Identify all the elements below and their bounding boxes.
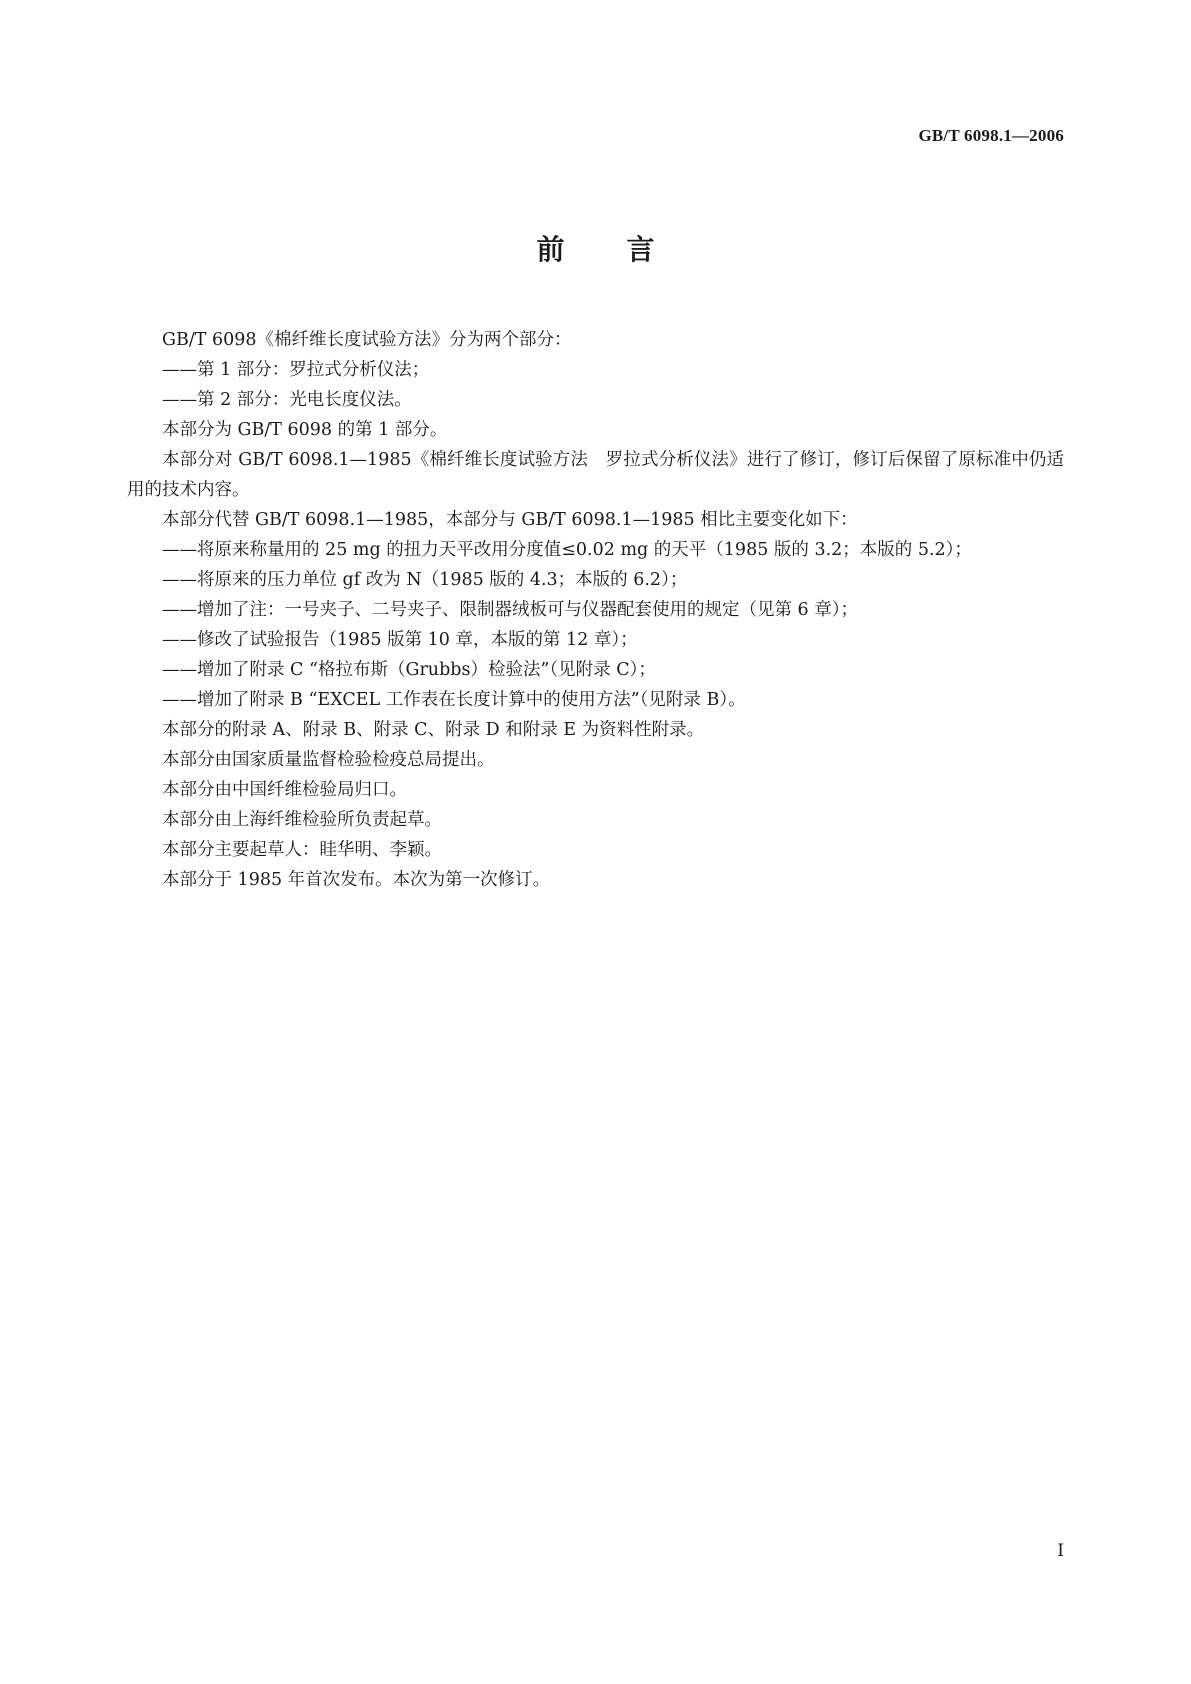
paragraph-intro: GB/T 6098《棉纤维长度试验方法》分为两个部分：	[162, 330, 572, 350]
list-item-part2: ——第 2 部分：光电长度仪法。	[162, 390, 412, 410]
paragraph-revision: 本部分对 GB/T 6098.1—1985《棉纤维长度试验方法 罗拉式分析仪法》进行了修订，修订后保留了原标准中仍适用的技术内容。	[127, 450, 1064, 500]
list-item-change-unit: ——将原来的压力单位 gf 改为 N（1985 版的 4.3；本版的 6.2）；	[162, 570, 688, 590]
list-item-change-annex-b: ——增加了附录 B “EXCEL 工作表在长度计算中的使用方法”（见附录 B）。	[162, 690, 746, 710]
paragraph-administered-by: 本部分由中国纤维检验局归口。	[162, 780, 407, 800]
list-item-change-annex-c: ——增加了附录 C “格拉布斯（Grubbs）检验法”（见附录 C）；	[162, 660, 656, 680]
paragraph-proposed-by: 本部分由国家质量监督检验检疫总局提出。	[162, 750, 495, 770]
paragraph-annexes: 本部分的附录 A、附录 B、附录 C、附录 D 和附录 E 为资料性附录。	[162, 720, 705, 740]
paragraph-replaces: 本部分代替 GB/T 6098.1—1985，本部分与 GB/T 6098.1—1985 相比主要变化如下：	[162, 510, 858, 530]
list-item-change-balance: ——将原来称量用的 25 mg 的扭力天平改用分度值≤0.02 mg 的天平（1985 版的 3.2；本版的 5.2）；	[162, 540, 972, 560]
paragraph-scope: 本部分为 GB/T 6098 的第 1 部分。	[162, 420, 448, 440]
paragraph-history: 本部分于 1985 年首次发布。本次为第一次修订。	[162, 870, 551, 890]
standard-code: GB/T 6098.1—2006	[918, 126, 1064, 145]
list-item-change-note: ——增加了注：一号夹子、二号夹子、限制器绒板可与仪器配套使用的规定（见第 6 章）；	[162, 600, 859, 620]
paragraph-drafters: 本部分主要起草人：眭华明、李颖。	[162, 840, 442, 860]
paragraph-drafted-by: 本部分由上海纤维检验所负责起草。	[162, 810, 442, 830]
list-item-part1: ——第 1 部分：罗拉式分析仪法；	[162, 360, 430, 380]
page-title: 前言	[536, 233, 717, 266]
foreword-body	[127, 325, 1064, 895]
page-number: I	[1057, 1541, 1064, 1561]
list-item-change-report: ——修改了试验报告（1985 版第 10 章，本版的第 12 章）；	[162, 630, 638, 650]
